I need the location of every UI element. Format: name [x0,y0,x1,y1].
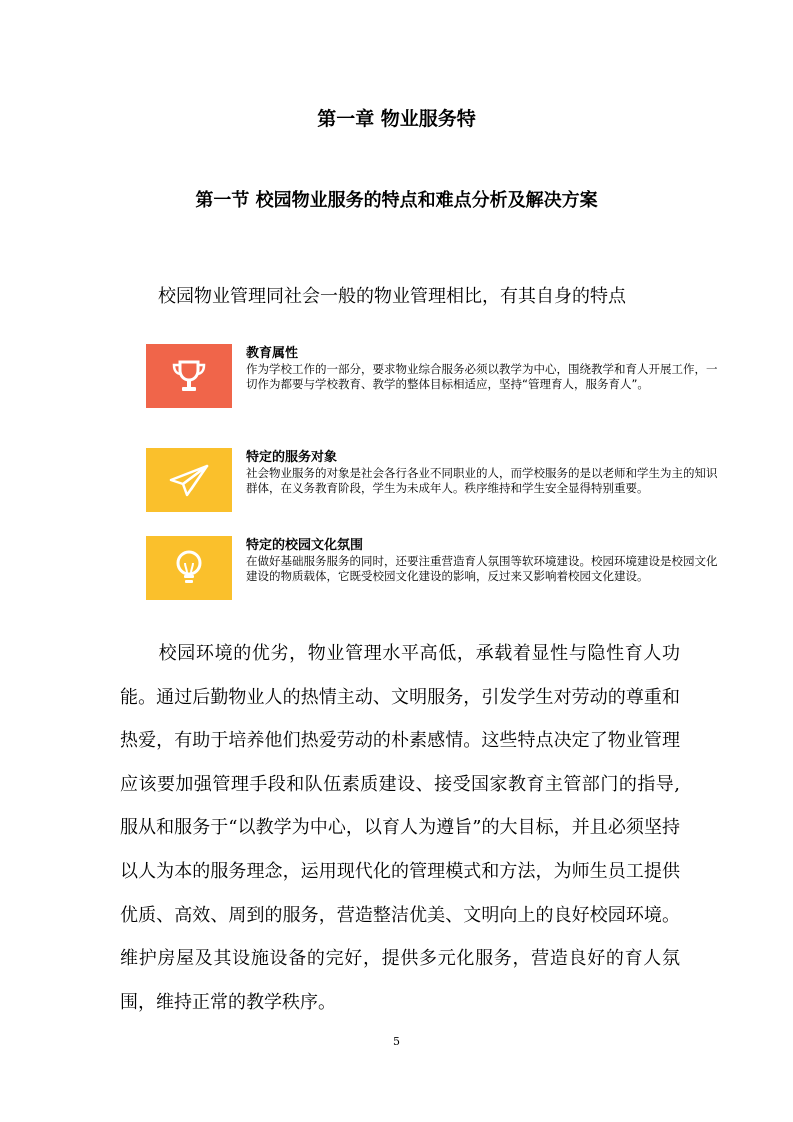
body-paragraph [120,632,680,1024]
feature-icon-box [146,536,232,600]
feature-item-campus-culture [146,536,746,600]
chapter-title: 第一章 物业服务特 [317,108,476,130]
feature-icon-box [146,344,232,408]
feature-item-service-target [146,448,746,512]
lightbulb-icon [171,548,207,588]
feature-item-education [146,344,746,408]
feature-icon-box [146,448,232,512]
feature-title: 特定的校园文化氛围 [246,538,364,553]
feature-description: 社会物业服务的对象是社会各行各业不同职业的人，而学校服务的是以老师和学生为主的知识群体，在义务教育阶段，学生为未成年人。秩序维持和学生安全显得特别重要。 [246,466,718,495]
feature-description: 在做好基础服务服务的同时，还要注重营造育人氛围等软环境建设。校园环境建设是校园文化建设的物质载体，它既受校园文化建设的影响，反过来又影响着校园文化建设。 [246,554,718,583]
paper-plane-icon [167,462,211,498]
trophy-icon [169,356,209,396]
intro-paragraph: 校园物业管理同社会一般的物业管理相比，有其自身的特点 [158,286,626,307]
page-number: 5 [393,1035,400,1048]
feature-description: 作为学校工作的一部分，要求物业综合服务必须以教学为中心，围绕教学和育人开展工作，一切作为都要与学校教育、教学的整体目标相适应，坚持“管理育人，服务育人”。 [246,362,718,391]
feature-title: 特定的服务对象 [246,450,338,465]
body-paragraph-text: 校园环境的优劣，物业管理水平高低，承载着显性与隐性育人功能。通过后勤物业人的热情主动、文明服务，引发学生对劳动的尊重和热爱，有助于培养他们热爱劳动的朴素感情。这些特点决定了物业管理应该要加强管理手段和队伍素质建设、接受国家教育主管部门的指导,服从和服务于“以教学为中心，以育人为遵旨”的大目标，并且必须坚持以人为本的服务理念，运用现代化的管理模式和方法，为师生员工提供优质、高效、周到的服务，营造整洁优美、文明向上的良好校园环境。维护房屋及其设施设备的完好，提供多元化服务，营造良好的育人氛围，维持正常的教学秩序。 [120,643,680,1013]
feature-title: 教育属性 [246,346,299,361]
section-title: 第一节 校园物业服务的特点和难点分析及解决方案 [195,190,598,211]
